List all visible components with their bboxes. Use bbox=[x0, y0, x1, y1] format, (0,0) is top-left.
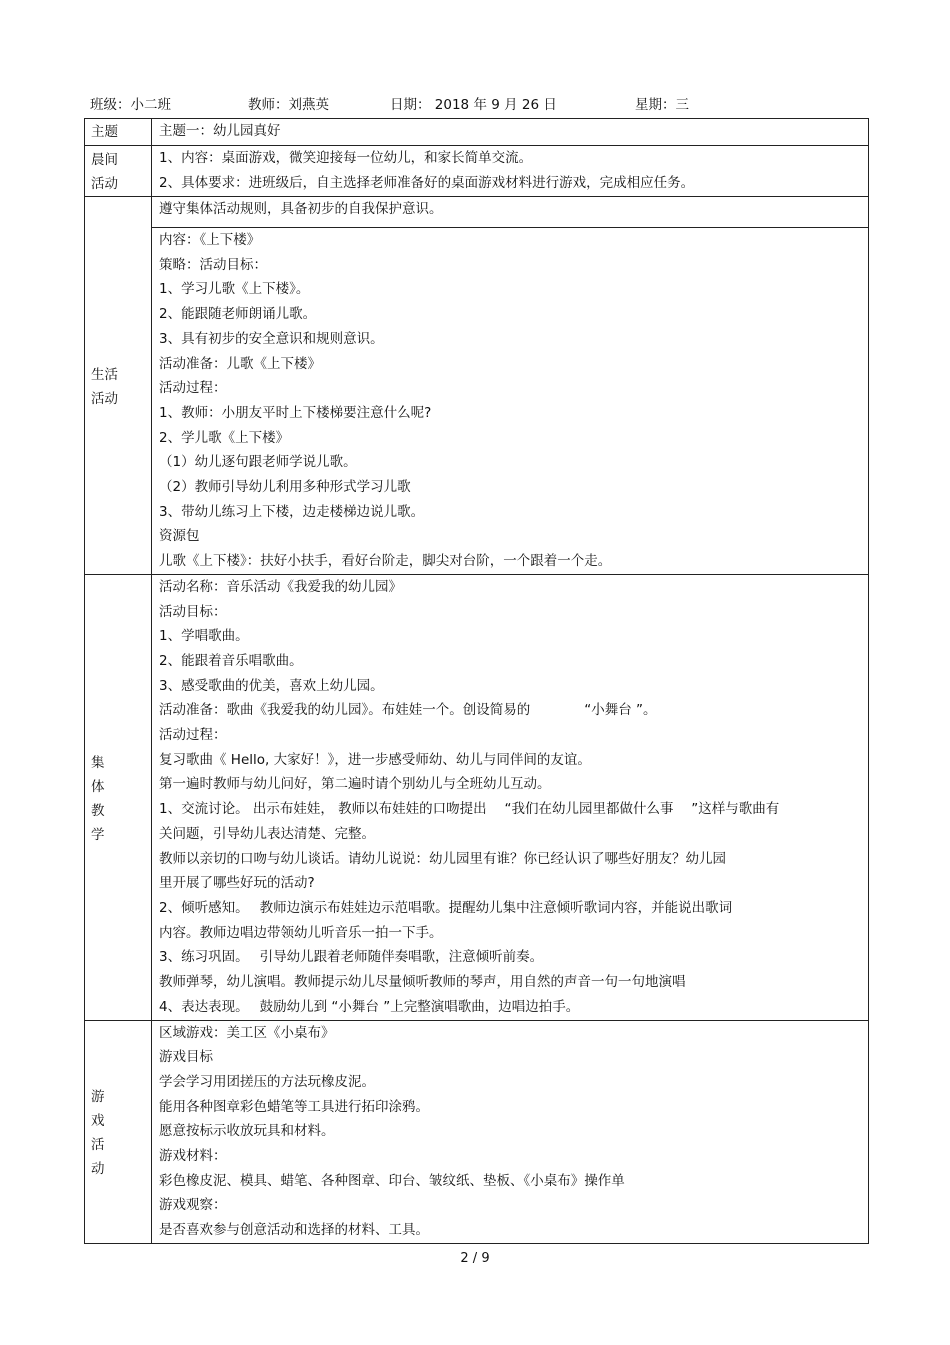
teacher-label: 教师：刘燕英 bbox=[248, 97, 329, 113]
game-line: 能用各种图章彩色蜡笔等工具进行拓印涂鸦。 bbox=[159, 1098, 429, 1115]
morning-line: 1、内容：桌面游戏，微笑迎接每一位幼儿，和家长简单交流。 bbox=[159, 150, 533, 166]
theme-row bbox=[85, 119, 869, 146]
morning-line: 2、具体要求：进班级后，自主选择老师准备好的桌面游戏材料进行游戏，完成相应任务。 bbox=[159, 174, 695, 191]
life-line: （2）教师引导幼儿利用多种形式学习儿歌 bbox=[159, 479, 411, 496]
game-row bbox=[85, 1020, 869, 1243]
life-line: 策略：活动目标： bbox=[159, 256, 267, 273]
life-line: 3、带幼儿练习上下楼，边走楼梯边说儿歌。 bbox=[159, 503, 425, 520]
teaching-label-char: 教 bbox=[91, 802, 105, 819]
teaching-line: 2、能跟着音乐唱歌曲。 bbox=[159, 652, 303, 669]
teaching-line: 4、表达表现。 鼓励幼儿到 “小舞台 ”上完整演唱歌曲，边唱边拍手。 bbox=[159, 998, 580, 1015]
game-line: 游戏目标 bbox=[159, 1049, 213, 1066]
teaching-content-cell bbox=[152, 574, 869, 1020]
teaching-line: 活动名称：音乐活动《我爱我的幼儿园》 bbox=[159, 578, 402, 595]
teaching-line: 活动准备：歌曲《我爱我的幼儿园》。布娃娃一个。创设简易的 “小舞台 ”。 bbox=[159, 702, 657, 719]
life-line: 2、能跟随老师朗诵儿歌。 bbox=[159, 306, 317, 323]
teaching-line: 活动过程： bbox=[159, 727, 227, 744]
life-label-1: 生活 bbox=[91, 366, 118, 383]
teaching-line: 3、感受歌曲的优美，喜欢上幼儿园。 bbox=[159, 677, 384, 694]
game-label-char: 动 bbox=[91, 1161, 105, 1178]
teaching-line: 活动目标： bbox=[159, 603, 227, 620]
theme-label: 主题 bbox=[91, 124, 118, 140]
life-goal-row bbox=[85, 197, 869, 228]
game-line: 是否喜欢参与创意活动和选择的材料、工具。 bbox=[159, 1222, 429, 1239]
teaching-line: 教师弹琴，幼儿演唱。教师提示幼儿尽量倾听教师的琴声，用自然的声音一句一句地演唱 bbox=[159, 974, 686, 991]
game-line: 愿意按标示收放玩具和材料。 bbox=[159, 1123, 335, 1140]
life-label-cell bbox=[85, 197, 152, 575]
lesson-plan-table bbox=[84, 118, 869, 1244]
game-label-char: 游 bbox=[91, 1089, 105, 1106]
life-line: 1、教师：小朋友平时上下楼梯要注意什么呢? bbox=[159, 404, 432, 421]
theme-content-cell bbox=[152, 119, 869, 146]
morning-row bbox=[85, 146, 869, 197]
teaching-line: 复习歌曲《 Hello, 大家好！》，进一步感受师幼、幼儿与同伴间的友谊。 bbox=[159, 751, 591, 768]
life-line: 内容：《上下楼》 bbox=[159, 232, 261, 248]
life-goal-cell bbox=[152, 197, 869, 228]
life-line: （1）幼儿逐句跟老师学说儿歌。 bbox=[159, 454, 357, 471]
life-line: 活动准备：儿歌《上下楼》 bbox=[159, 355, 321, 372]
teaching-line: 2、倾听感知。 教师边演示布娃娃边示范唱歌。提醒幼儿集中注意倾听歌词内容，并能说出歌词 bbox=[159, 899, 733, 916]
game-line: 彩色橡皮泥、模具、蜡笔、各种图章、印台、皱纹纸、垫板、《小桌布》操作单 bbox=[159, 1172, 625, 1189]
morning-label-cell bbox=[85, 146, 152, 197]
life-line: 活动过程： bbox=[159, 380, 227, 397]
teaching-line: 关问题，引导幼儿表达清楚、完整。 bbox=[159, 825, 375, 842]
header bbox=[90, 93, 870, 113]
teaching-row bbox=[85, 574, 869, 1020]
teaching-label-cell bbox=[85, 574, 152, 1020]
theme-label-cell bbox=[85, 119, 152, 146]
game-label-char: 戏 bbox=[91, 1113, 105, 1130]
game-line: 游戏材料： bbox=[159, 1148, 227, 1165]
teaching-line: 内容。教师边唱边带领幼儿听音乐一拍一下手。 bbox=[159, 924, 443, 941]
game-line: 区域游戏：美工区《小桌布》 bbox=[159, 1024, 335, 1041]
game-label-char: 活 bbox=[91, 1137, 105, 1154]
life-line: 资源包 bbox=[159, 528, 200, 545]
teaching-line: 里开展了哪些好玩的活动? bbox=[159, 875, 315, 892]
weekday-label: 星期：三 bbox=[635, 97, 689, 113]
theme-value: 主题一：幼儿园真好 bbox=[159, 123, 281, 139]
morning-label-1: 晨间 bbox=[91, 152, 118, 168]
game-line: 游戏观察： bbox=[159, 1197, 227, 1214]
life-line: 2、学儿歌《上下楼》 bbox=[159, 429, 290, 446]
class-label: 班级：小二班 bbox=[90, 97, 171, 113]
teaching-line: 教师以亲切的口吻与幼儿谈话。请幼儿说说：幼儿园里有谁？你已经认识了哪些好朋友？幼儿园 bbox=[159, 850, 726, 867]
game-line: 学会学习用团搓压的方法玩橡皮泥。 bbox=[159, 1073, 375, 1090]
life-goal: 遵守集体活动规则，具备初步的自我保护意识。 bbox=[159, 201, 443, 217]
teaching-line: 第一遍时教师与幼儿问好，第二遍时请个别幼儿与全班幼儿互动。 bbox=[159, 776, 551, 793]
teaching-label-char: 学 bbox=[91, 826, 105, 843]
teaching-label-char: 集 bbox=[91, 754, 105, 771]
life-content-row bbox=[85, 228, 869, 575]
morning-label-2: 活动 bbox=[91, 176, 118, 192]
life-content-cell bbox=[152, 228, 869, 575]
page-number: 2 / 9 bbox=[460, 1251, 490, 1266]
game-content-cell bbox=[152, 1020, 869, 1243]
life-line: 1、学习儿歌《上下楼》。 bbox=[159, 281, 310, 298]
morning-content-cell bbox=[152, 146, 869, 197]
teaching-label-char: 体 bbox=[91, 778, 105, 795]
game-label-cell bbox=[85, 1020, 152, 1243]
teaching-line: 1、学唱歌曲。 bbox=[159, 628, 249, 645]
life-line: 儿歌《上下楼》：扶好小扶手，看好台阶走，脚尖对台阶，一个跟着一个走。 bbox=[159, 553, 612, 570]
life-line: 3、具有初步的安全意识和规则意识。 bbox=[159, 330, 384, 347]
teaching-line: 1、交流讨论。 出示布娃娃， 教师以布娃娃的口吻提出 “我们在幼儿园里都做什么事 ”这样与歌曲有 bbox=[159, 801, 780, 818]
date-label: 日期： 2018 年 9 月 26 日 bbox=[390, 97, 557, 113]
teaching-line: 3、练习巩固。 引导幼儿跟着老师随伴奏唱歌，注意倾听前奏。 bbox=[159, 949, 544, 966]
life-label-2: 活动 bbox=[91, 390, 118, 407]
